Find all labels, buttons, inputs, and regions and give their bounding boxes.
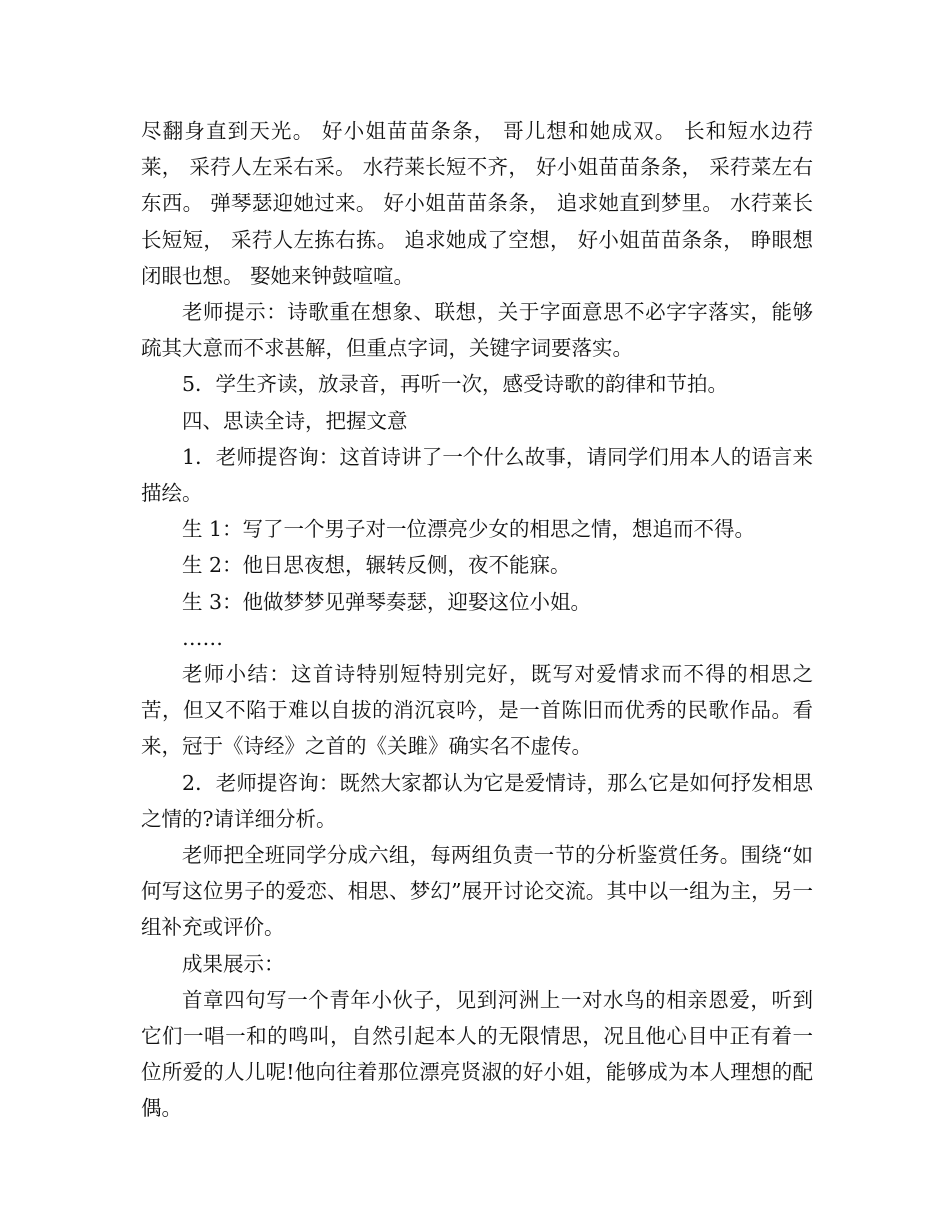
paragraph-student-2: 生 2：他日思夜想，辗转反侧，夜不能寐。: [182, 553, 571, 578]
paragraph-student-1: 生 1：写了一个男子对一位漂亮少女的相思之情，想追而不得。: [182, 517, 756, 542]
paragraph-question-1: 1．老师提咨询：这首诗讲了一个什么故事，请同学们用本人的语言来描绘。: [141, 444, 813, 506]
paragraph-question-2: 2．老师提咨询：既然大家都认为它是爱情诗，那么它是如何抒发相思之情的?请详细分析。: [141, 770, 813, 831]
paragraph-step-5: 5．学生齐读，放录音，再听一次，感受诗歌的韵律和节拍。: [182, 372, 729, 397]
document-body: [141, 113, 813, 1127]
section-heading-four: 四、思读全诗，把握文意: [182, 408, 408, 433]
paragraph-teacher-hint: 老师提示：诗歌重在想象、联想，关于字面意思不必字字落实，能够疏其大意而不求甚解，但重点字词，关键字词要落实。: [141, 300, 813, 361]
paragraph-poem-translation: 尽翻身直到天光。 好小姐苗苗条条， 哥儿想和她成双。 长和短水边荇莱， 采荇人左采右采。 水荇莱长短不齐， 好小姐苗苗条条， 采荇菜左右东西。 弹琴瑟迎她过来。 好小姐苗苗条条， 追求她直到梦里。 水荇莱长长短短， 采荇人左拣右拣。 追求她成了空想， 好小姐苗苗条条， 睁眼想闭眼也想。 娶她来钟鼓喧喧。: [141, 119, 813, 288]
paragraph-results-heading: 成果展示：: [182, 951, 285, 976]
paragraph-teacher-summary: 老师小结：这首诗特别短特别完好，既写对爱情求而不得的相思之苦，但又不陷于难以自拔的消沉哀吟，是一首陈旧而优秀的民歌作品。看来，冠于《诗经》之首的《关雎》确实名不虚传。: [141, 662, 813, 759]
paragraph-student-3: 生 3：他做梦梦见弹琴奏瑟，迎娶这位小姐。: [182, 589, 592, 614]
paragraph-first-chapter: 首章四句写一个青年小伙子，见到河洲上一对水鸟的相亲恩爱，听到它们一唱一和的鸣叫，自然引起本人的无限情思，况且他心目中正有着一位所爱的人儿呢!他向往着那位漂亮贤淑的好小姐，能够成为本人理想的配偶。: [141, 987, 813, 1121]
paragraph-group-task: 老师把全班同学分成六组，每两组负责一节的分析鉴赏任务。围绕“如何写这位男子的爱恋、相思、梦幻”展开讨论交流。其中以一组为主，另一组补充或评价。: [141, 843, 813, 940]
paragraph-ellipsis: ……: [182, 625, 223, 650]
